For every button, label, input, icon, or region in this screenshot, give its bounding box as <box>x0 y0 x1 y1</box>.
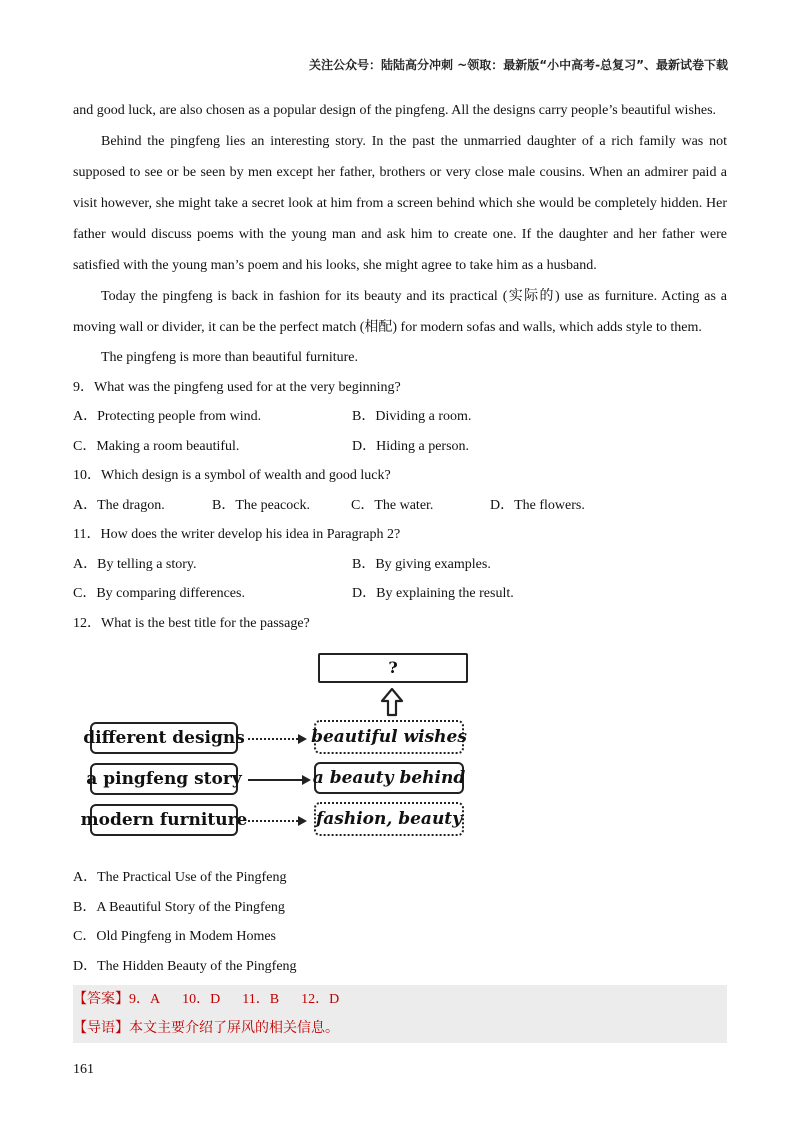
diagram-right-box-3: fashion, beauty <box>314 802 464 836</box>
question-12 <box>73 609 727 982</box>
diagram-left-box-1: different designs <box>90 722 238 754</box>
option-c: C．Making a room beautiful. <box>73 438 240 454</box>
passage <box>73 95 727 373</box>
paragraph-3: Today the pingfeng is back in fashion for its beauty and its practical (实际的) use as furniture. Acting as a moving wall or divider, it can be the perfect match (相配) for modern sofas and walls, which adds style to them. <box>73 289 727 335</box>
diagram-right-box-2: a beauty behind <box>314 762 464 794</box>
paragraph-1: and good luck, are also chosen as a popular design of the pingfeng. All the designs carry people’s beautiful wishes. <box>73 103 717 118</box>
arrow-head-icon <box>298 816 307 826</box>
answer-line <box>73 985 727 1014</box>
option-b: B．By giving examples. <box>352 556 491 572</box>
diagram-right-box-1: beautiful wishes <box>314 720 464 754</box>
dotted-arrow-3 <box>248 820 298 822</box>
page-header: 关注公众号：陆陆高分冲刺 ~领取：最新版“小中高考-总复习”、最新试卷下载 <box>309 58 728 72</box>
answer-item: 9．A <box>129 992 161 1007</box>
question-stem: 9．What was the pingfeng used for at the very beginning? <box>73 379 401 395</box>
answer-item: 10．D <box>182 992 221 1007</box>
question-9 <box>73 373 727 462</box>
option-b: B．Dividing a room. <box>352 409 472 424</box>
option-c: C．Old Pingfeng in Modem Homes <box>73 929 276 944</box>
page-content <box>73 95 727 1043</box>
guide-text: 本文主要介绍了屏风的相关信息。 <box>129 1020 339 1036</box>
option-c: C．The water. <box>351 497 434 513</box>
option-a: A．The Practical Use of the Pingfeng <box>73 870 287 885</box>
page-number: 161 <box>73 1062 94 1077</box>
question-stem: 10．Which design is a symbol of wealth and good luck? <box>73 468 391 483</box>
answer-panel <box>73 985 727 1043</box>
option-d: D．Hiding a person. <box>352 438 470 454</box>
paragraph-2: Behind the pingfeng lies an interesting story. In the past the unmarried daughter of a rich family was not supposed to see or be seen by men except her father, brothers or very close male cousins. When an admirer paid a visit however, she might take a secret look at him from a screen behind which she would be completely hidden. Her father would discuss poems with the young man and ask him to create one. If the daughter and her father were satisfied with the young man’s poem and his looks, she might agree to take him as a husband. <box>73 134 727 273</box>
answer-item: 11．B <box>242 992 280 1007</box>
option-b: B．The peacock. <box>212 497 310 513</box>
answer-tag: 【答案】 <box>73 991 129 1007</box>
option-d: D．By explaining the result. <box>352 586 514 601</box>
guide-line <box>73 1014 727 1043</box>
up-arrow-icon <box>380 687 404 717</box>
arrow-head-icon <box>298 734 307 744</box>
option-a: A．Protecting people from wind. <box>73 409 262 424</box>
option-a: A．By telling a story. <box>73 556 197 572</box>
question-stem: 11．How does the writer develop his idea in Paragraph 2? <box>73 527 401 542</box>
option-a: A．The dragon. <box>73 497 165 513</box>
diagram-left-box-3: modern furniture <box>90 804 238 836</box>
question-10 <box>73 461 727 520</box>
question-11 <box>73 520 727 609</box>
dotted-arrow-1 <box>248 738 298 740</box>
arrow-head-icon <box>302 775 311 785</box>
answer-item: 12．D <box>301 992 340 1007</box>
title-diagram <box>73 638 727 863</box>
paragraph-4: The pingfeng is more than beautiful furniture. <box>101 350 358 365</box>
option-c: C．By comparing differences. <box>73 586 245 601</box>
option-d: D．The Hidden Beauty of the Pingfeng <box>73 958 297 974</box>
option-d: D．The flowers. <box>490 497 585 513</box>
option-b: B．A Beautiful Story of the Pingfeng <box>73 899 285 915</box>
diagram-question-box: ? <box>318 653 468 683</box>
question-stem: 12．What is the best title for the passage? <box>73 615 310 631</box>
guide-tag: 【导语】 <box>73 1020 129 1036</box>
solid-arrow-2 <box>248 779 302 781</box>
diagram-left-box-2: a pingfeng story <box>90 763 238 795</box>
